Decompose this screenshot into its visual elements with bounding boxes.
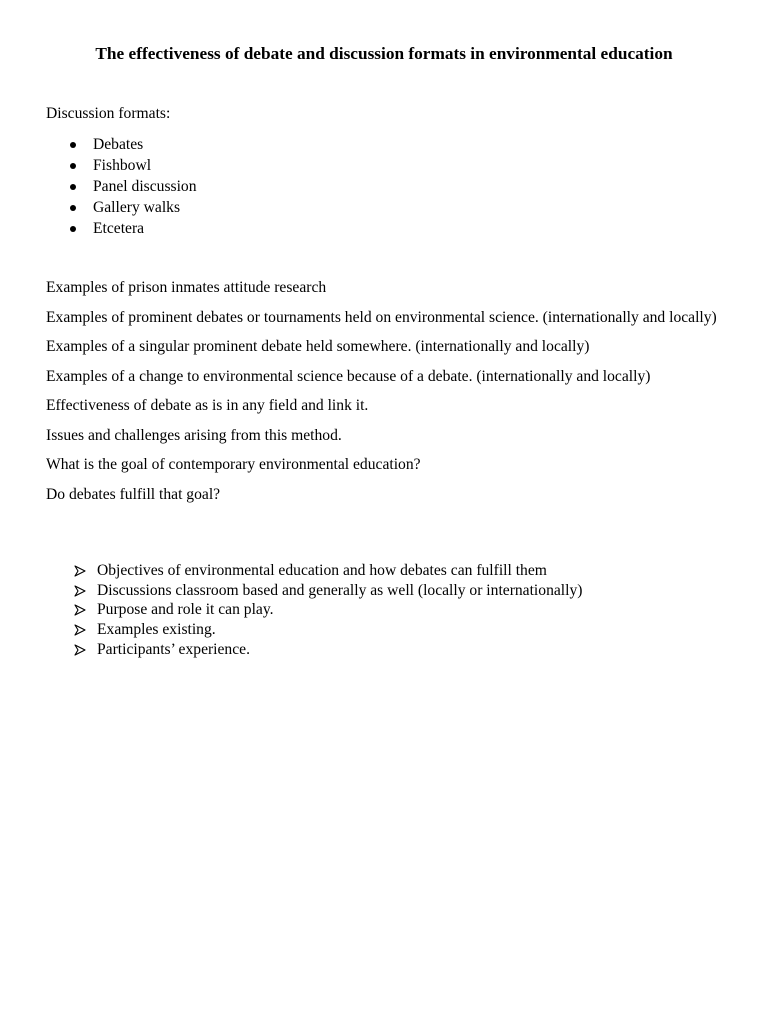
arrowhead-bullet-icon [74,640,88,660]
points-list-item-text: Objectives of environmental education and how debates can fulfill them [97,562,547,579]
formats-list-item [46,219,197,240]
formats-list-item-text: Gallery walks [93,199,181,216]
bullet-icon [70,184,76,190]
points-list-item [46,600,582,620]
paragraph: Examples of a change to environmental science because of a debate. (internationally and locally) [46,367,651,385]
points-list-item-text: Discussions classroom based and generally as well (locally or internationally) [97,581,583,599]
points-list-item-text: Examples existing. [97,621,216,639]
paragraph: Issues and challenges arising from this method. [46,426,342,444]
points-list-item-text: Participants’ experience. [97,640,250,658]
bullet-icon [70,205,76,211]
arrowhead-bullet-icon [74,561,88,581]
paragraph: Examples of prominent debates or tournaments held on environmental science. (internationally and locally) [46,308,717,326]
arrowhead-bullet-icon [74,600,88,620]
formats-list-item-text: Panel discussion [93,178,197,195]
points-list [46,561,582,659]
formats-list-item-text: Debates [93,136,144,153]
paragraph: Do debates fulfill that goal? [46,485,221,503]
bullet-icon [70,163,76,169]
formats-list-item-text: Etcetera [93,220,145,237]
formats-list [46,135,197,240]
arrowhead-bullet-icon [74,620,88,640]
paragraph: Examples of a singular prominent debate held somewhere. (internationally and locally) [46,338,590,355]
research-questions [46,278,726,514]
formats-list-item [46,177,197,198]
points-list-item [46,620,582,640]
formats-list-item [46,135,197,156]
points-list-item [46,581,582,601]
arrowhead-bullet-icon [74,581,88,601]
paragraph: What is the goal of contemporary environmental education? [46,456,421,473]
bullet-icon [70,142,76,148]
formats-list-item-text: Fishbowl [93,157,152,174]
points-list-item [46,561,582,581]
paragraph: Examples of prison inmates attitude research [46,279,327,296]
formats-heading: Discussion formats: [46,105,171,122]
points-list-item [46,640,582,660]
formats-list-item [46,156,197,177]
paragraph: Effectiveness of debate as is in any field and link it. [46,397,369,414]
document-title: The effectiveness of debate and discussion formats in environmental education [95,44,673,63]
points-list-item-text: Purpose and role it can play. [97,601,274,619]
bullet-icon [70,226,76,232]
formats-list-item [46,198,197,219]
